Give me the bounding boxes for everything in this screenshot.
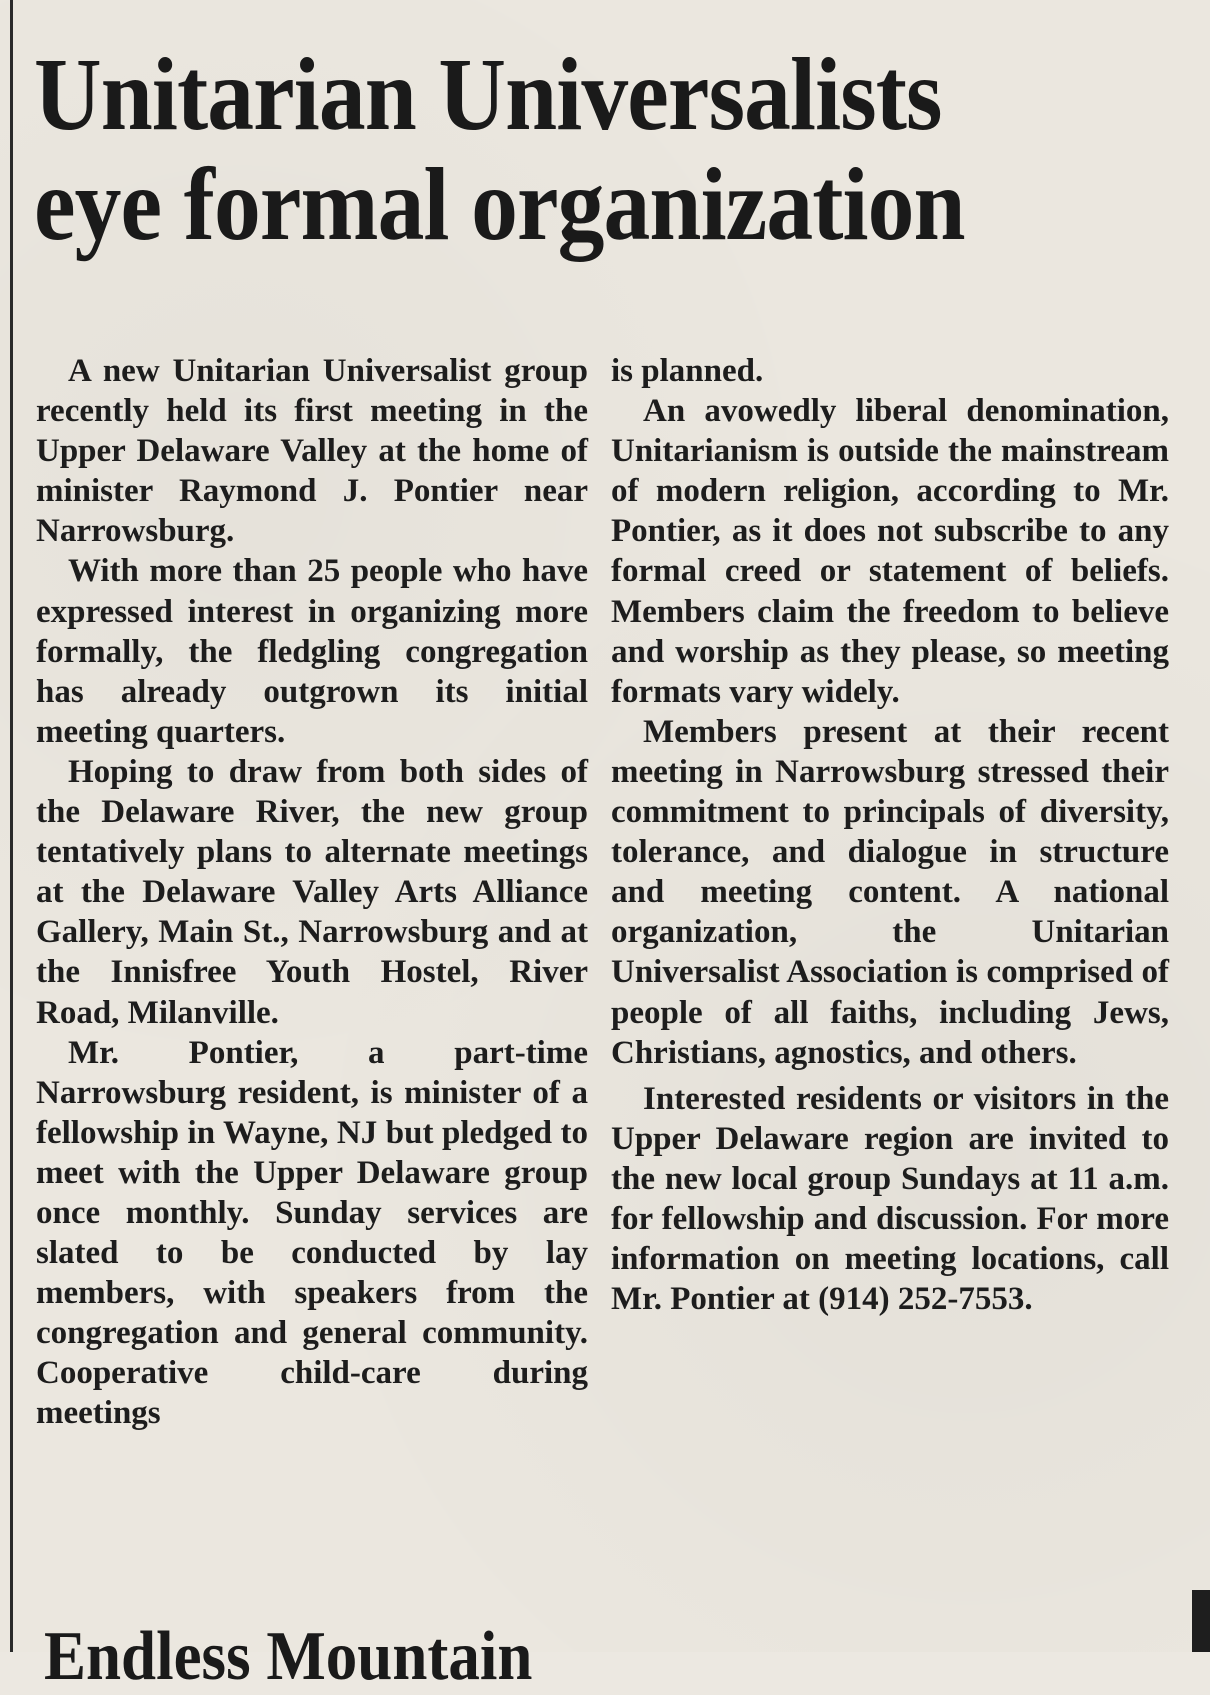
article-column-left: [36, 351, 588, 1434]
page-edge-mark: [1192, 1590, 1210, 1652]
next-article-headline-fragment: Endless Mountain: [44, 1618, 533, 1695]
article-column-right: [611, 351, 1169, 1319]
headline-line-1: Unitarian Universalists: [34, 37, 942, 152]
paragraph: An avowedly liberal denomination, Unitarianism is outside the mainstream of modern religion, according to Mr. Pontier, as it does not subscribe to any formal creed or statement of beliefs. Members claim the freedom to believe and worship as they please, so meeting formats vary widely.: [611, 393, 1169, 710]
paragraph-continuation: is planned.: [611, 353, 764, 389]
paragraph: Hoping to draw from both sides of the Delaware River, the new group tentatively plans to alternate meetings at the Delaware Valley Arts Alliance Gallery, Main St., Narrowsburg and at the Innisfree Youth Hostel, River Road, Milanville.: [36, 753, 588, 1031]
paragraph: With more than 25 people who have expressed interest in organizing more formally, the fledgling congregation has already outgrown its initial meeting quarters.: [36, 553, 588, 750]
column-rule-left: [10, 0, 13, 1652]
headline-line-2: eye formal organization: [34, 147, 965, 262]
article-headline: [34, 37, 1069, 262]
paragraph: A new Unitarian Universalist group recently held its first meeting in the Upper Delaware Valley at the home of minister Raymond J. Pontier near Narrowsburg.: [36, 353, 588, 550]
paragraph: Members present at their recent meeting in Narrowsburg stressed their commitment to principals of diversity, tolerance, and dialogue in structure and meeting content. A national organization, the Unitarian Universalist Association is comprised of people of all faiths, including Jews, Christians, agnostics, and others.: [611, 713, 1169, 1071]
paragraph: Interested residents or visitors in the Upper Delaware region are invited to the new local group Sundays at 11 a.m. for fellowship and discussion. For more information on meeting locations, call Mr. Pontier at (914) 252-7553.: [611, 1080, 1169, 1318]
paragraph: Mr. Pontier, a part-time Narrowsburg resident, is minister of a fellowship in Wayne, NJ but pledged to meet with the Upper Delaware group once monthly. Sunday services are slated to be conducted by lay members, with speakers from the congregation and general community. Cooperative child-care during meetings: [36, 1034, 588, 1432]
